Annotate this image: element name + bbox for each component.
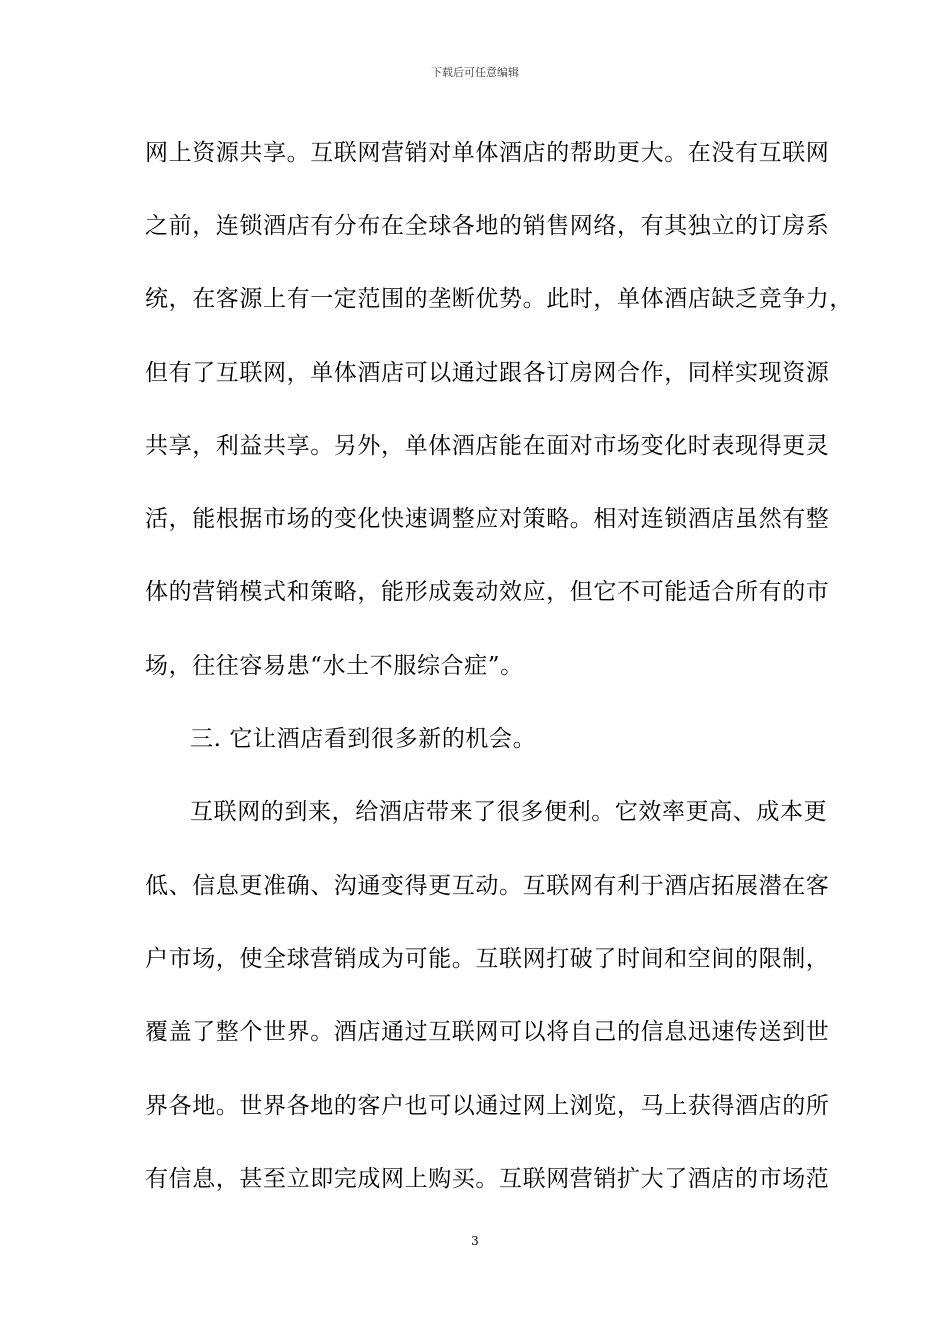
- section-heading: 三. 它让酒店看到很多新的机会。: [190, 726, 537, 752]
- text-line: 活，能根据市场的变化快速调整应对策略。相对连锁酒店虽然有整: [145, 506, 830, 532]
- text-line: 场，往往容易患“水土不服综合症”。: [145, 653, 524, 679]
- text-line: 户市场，使全球营销成为可能。互联网打破了时间和空间的限制，: [145, 946, 830, 972]
- text-line: 统，在客源上有一定范围的垄断优势。此时，单体酒店缺乏竞争力，: [145, 286, 853, 312]
- text-line: 低、信息更准确、沟通变得更互动。互联网有利于酒店拓展潜在客: [145, 873, 830, 899]
- text-line: 有信息，甚至立即完成网上购买。互联网营销扩大了酒店的市场范: [145, 1166, 830, 1192]
- text-line: 网上资源共享。互联网营销对单体酒店的帮助更大。在没有互联网: [145, 140, 830, 166]
- text-line: 但有了互联网，单体酒店可以通过跟各订房网合作，同样实现资源: [145, 360, 830, 386]
- text-line: 之前，连锁酒店有分布在全球各地的销售网络，有其独立的订房系: [145, 213, 830, 239]
- text-line: 互联网的到来，给酒店带来了很多便利。它效率更高、成本更: [190, 799, 828, 825]
- text-line: 界各地。世界各地的客户也可以通过网上浏览，马上获得酒店的所: [145, 1093, 830, 1119]
- text-line: 共享，利益共享。另外，单体酒店能在面对市场变化时表现得更灵: [145, 433, 830, 459]
- page-header: 下载后可任意编辑: [431, 66, 519, 79]
- text-line: 覆盖了整个世界。酒店通过互联网可以将自己的信息迅速传送到世: [145, 1019, 830, 1045]
- text-line: 体的营销模式和策略，能形成轰动效应，但它不可能适合所有的市: [145, 579, 830, 605]
- page-number: 3: [471, 1234, 479, 1248]
